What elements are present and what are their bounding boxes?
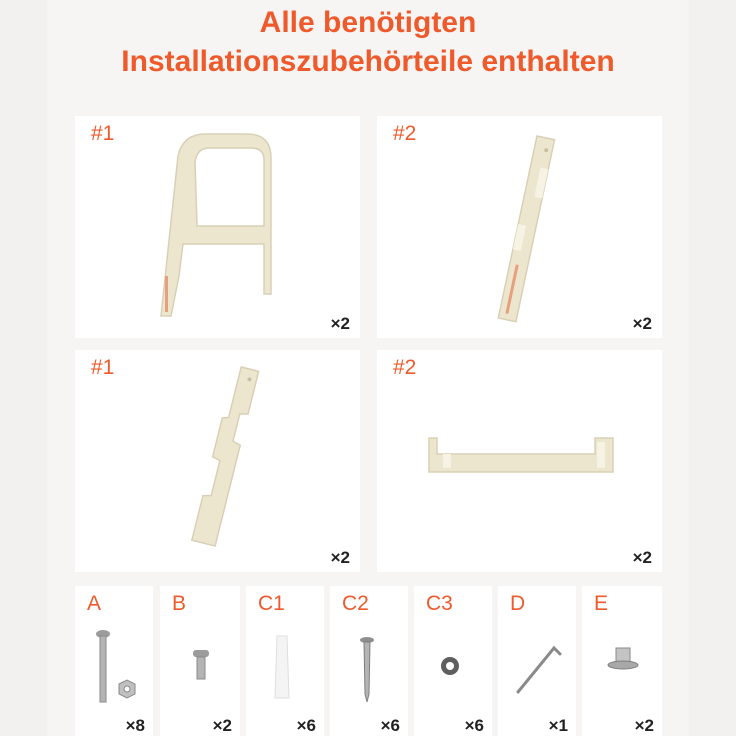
hardware-label: C1	[258, 592, 285, 615]
hardware-quantity: ×6	[464, 716, 484, 735]
notched-slat-icon	[75, 350, 360, 572]
hardware-card-a	[75, 586, 153, 736]
part-card-3	[75, 350, 360, 572]
part-card-4	[377, 350, 662, 572]
bolt-and-nut-icon	[75, 586, 153, 736]
hardware-quantity: ×2	[634, 716, 654, 735]
short-screw-icon	[160, 586, 240, 736]
part-quantity: ×2	[330, 548, 350, 567]
part-card-2	[377, 116, 662, 338]
hardware-label: A	[87, 592, 102, 615]
part-label: #2	[393, 122, 417, 145]
hardware-label: B	[172, 592, 187, 615]
hardware-label: E	[594, 592, 609, 615]
hardware-quantity: ×2	[212, 716, 232, 735]
hardware-card-e	[582, 586, 662, 736]
hardware-card-d	[498, 586, 576, 736]
hardware-card-c3	[414, 586, 492, 736]
hardware-label: C3	[426, 592, 453, 615]
u-channel-bracket-icon	[377, 350, 662, 572]
hardware-card-c2	[330, 586, 408, 736]
hardware-quantity: ×1	[548, 716, 568, 735]
hardware-card-c1	[246, 586, 324, 736]
hex-key-icon	[498, 586, 576, 736]
hardware-quantity: ×8	[125, 716, 145, 735]
hardware-label: D	[510, 592, 526, 615]
hardware-label: C2	[342, 592, 369, 615]
part-card-1	[75, 116, 360, 338]
wood-screw-icon	[330, 586, 408, 736]
part-label: #1	[91, 356, 115, 379]
hardware-quantity: ×6	[380, 716, 400, 735]
part-quantity: ×2	[632, 548, 652, 567]
t-nut-icon	[582, 586, 662, 736]
hardware-card-b	[160, 586, 240, 736]
part-quantity: ×2	[330, 314, 350, 333]
wall-anchor-icon	[246, 586, 324, 736]
part-label: #2	[393, 356, 417, 379]
title-line-1: Alle benötigten	[259, 6, 477, 39]
washer-icon	[414, 586, 492, 736]
hardware-quantity: ×6	[296, 716, 316, 735]
a-frame-bracket-icon	[75, 116, 360, 338]
part-quantity: ×2	[632, 314, 652, 333]
part-label: #1	[91, 122, 115, 145]
slotted-rail-icon	[377, 116, 662, 338]
title-line-2: Installationszubehörteile enthalten	[121, 45, 615, 78]
